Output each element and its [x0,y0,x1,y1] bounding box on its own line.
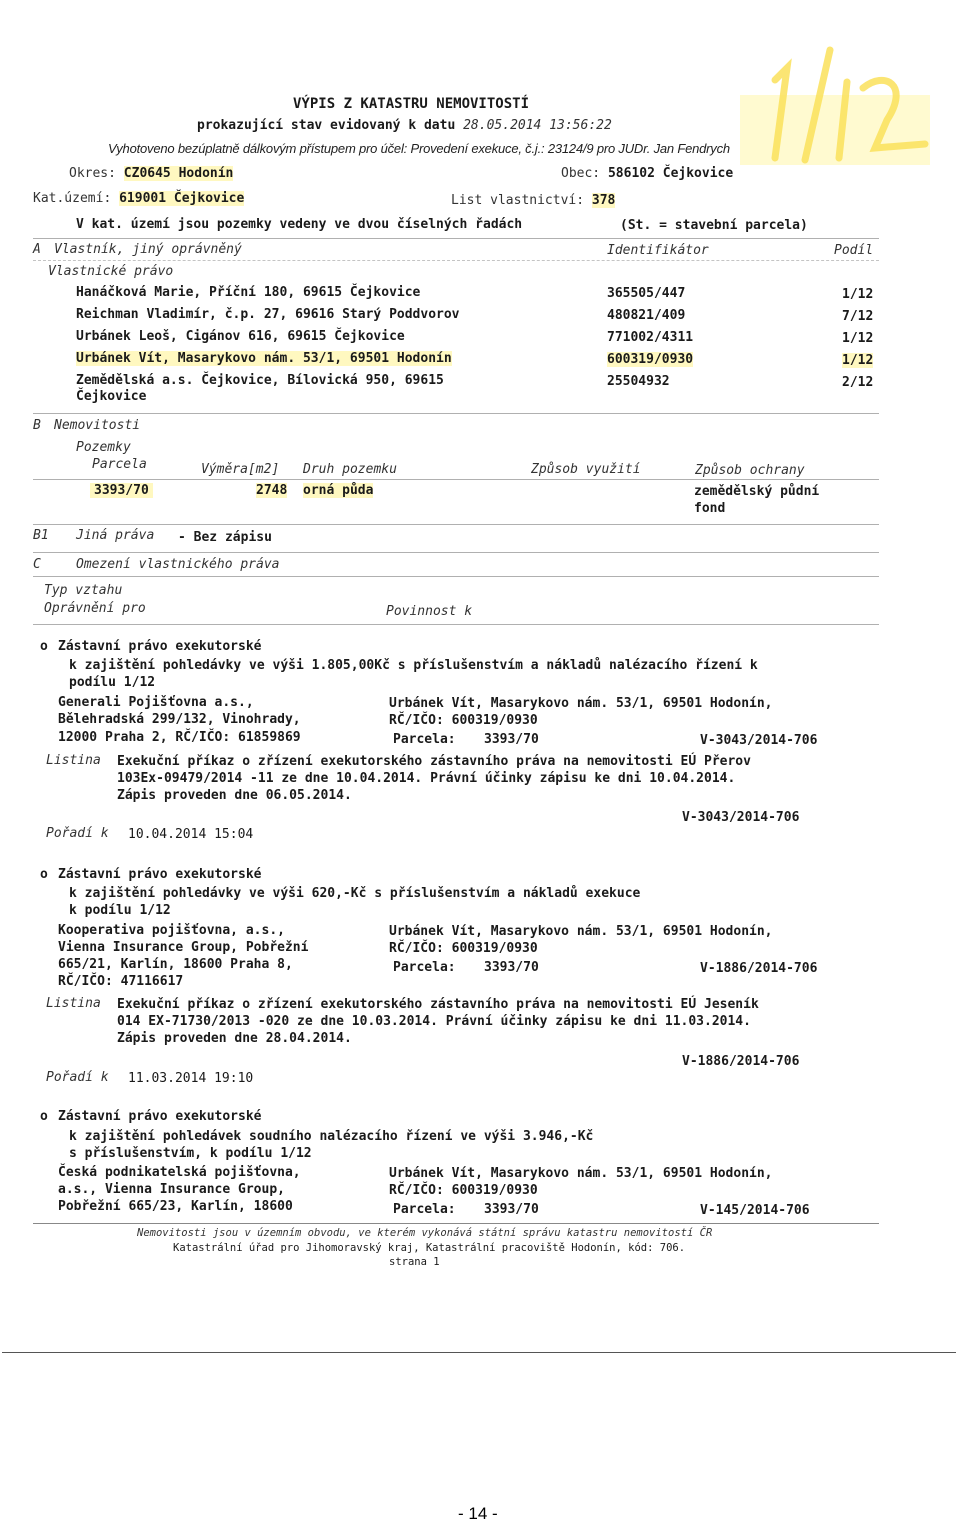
entry-description-continued: podílu 1/12 [69,675,156,690]
poradi-value: 10.04.2014 15:04 [128,827,254,842]
entry-title: Zástavní právo exekutorské [58,867,262,882]
ownership-subtitle: Vlastnické právo [48,264,174,279]
entry-reference: V-145/2014-706 [700,1203,810,1218]
parcel-number: 3393/70 [90,483,153,498]
owner-share: 7/12 [842,309,874,324]
creditor-line: Generali Pojišťovna a.s., [58,695,254,710]
ku-value: 619001 Čejkovice [119,191,245,206]
section-c-label: C [33,557,41,572]
parcela-value: 3393/70 [484,1202,539,1217]
owner-share: 1/12 [842,287,874,302]
poradi-label: Pořadí k [46,1070,109,1085]
owner-share: 2/12 [842,375,874,390]
owner-id: 600319/0930 [607,352,694,367]
okres-row [69,166,233,181]
obec-row [561,166,733,181]
col-druh: Druh pozemku [303,462,397,477]
owner-id: 480821/409 [607,308,686,323]
entry-title: Zástavní právo exekutorské [58,639,262,654]
owner-share: 1/12 [842,331,874,346]
section-a-label: A [33,242,41,257]
page-indicator: strana 1 [389,1256,440,1268]
page-number: - 14 - [458,1504,498,1523]
creditor-line: Česká podnikatelská pojišťovna, [58,1165,301,1180]
parcel-protection: zemědělský půdní [694,484,820,499]
numbering-note: V kat. území jsou pozemky vedeny ve dvou číselných řadách [76,217,523,232]
debtor-line: RČ/IČO: 600319/0930 [389,1183,538,1198]
owner-name: Hanáčková Marie, Příční 180, 69615 Čejkovice [76,285,421,300]
lv-row [451,193,615,208]
footer-line: Nemovitosti jsou v územním obvodu, ve kterém vykonává státní správu katastru nemovitostí ČR [137,1227,713,1239]
owner-id: 771002/4311 [607,330,694,345]
obec-label: Obec: [561,166,601,181]
listina-line: Zápis proveden dne 06.05.2014. [117,788,352,803]
owner-name: Urbánek Vít, Masarykovo nám. 53/1, 69501 Hodonín [76,351,452,366]
document-title: VÝPIS Z KATASTRU NEMOVITOSTÍ [293,96,530,112]
ku-label: Kat.území: [33,191,112,206]
owner-name: Zemědělská a.s. Čejkovice, Bílovická 950, 69615 [76,373,444,388]
handwritten-stamp [735,40,935,170]
footer-line: Katastrální úřad pro Jihomoravský kraj, Katastrální pracoviště Hodonín, kód: 706. [173,1242,686,1254]
creditor-line: Bělehradská 299/132, Vinohrady, [58,712,301,727]
parcela-label: Parcela: [393,1202,456,1217]
debtor-line: RČ/IČO: 600319/0930 [389,713,538,728]
listina-line: Zápis proveden dne 28.04.2014. [117,1031,352,1046]
creditor-line: Pobřežní 665/23, Karlín, 18600 [58,1199,293,1214]
lv-label: List vlastnictví: [451,193,585,208]
creditor-line: 12000 Praha 2, RČ/IČO: 61859869 [58,730,301,745]
poradi-value: 11.03.2014 19:10 [128,1071,254,1086]
lv-value: 378 [591,193,616,208]
listina-line: Exekuční příkaz o zřízení exekutorského zástavního práva na nemovitosti EÚ Jeseník [117,997,759,1012]
debtor-line: RČ/IČO: 600319/0930 [389,941,538,956]
parcela-value: 3393/70 [484,732,539,747]
creditor-line: 665/21, Karlín, 18600 Praha 8, [58,957,293,972]
owner-id: 365505/447 [607,286,686,301]
debtor-line: Urbánek Vít, Masarykovo nám. 53/1, 69501 Hodonín, [389,1166,773,1181]
owner-share: 1/12 [842,353,874,368]
section-a-title: Vlastník, jiný oprávněný [54,242,242,257]
parcel-kind: orná půda [303,483,374,498]
entry-reference: V-1886/2014-706 [682,1054,800,1069]
debtor-line: Urbánek Vít, Masarykovo nám. 53/1, 69501 Hodonín, [389,696,773,711]
creditor-line: Kooperativa pojišťovna, a.s., [58,923,285,938]
parcel-protection-continued: fond [694,501,726,516]
pozemky-subtitle: Pozemky [76,440,131,455]
entry-description: k zajištění pohledávky ve výši 620,-Kč s příslušenstvím a nákladů exekuce [69,886,641,901]
obec-value: 586102 Čejkovice [607,166,734,181]
listina-line: 014 EX-71730/2013 -020 ze dne 10.03.2014. Právní účinky zápisu ke dni 11.03.2014. [117,1014,751,1029]
section-b-title: Nemovitosti [54,418,141,433]
col-povinnost: Povinnost k [386,604,473,619]
subtitle-prefix: prokazující stav evidovaný k datu [197,118,456,133]
section-b1-value: - Bez zápisu [178,530,272,545]
owner-id: 25504932 [607,374,670,389]
col-podil: Podíl [834,243,874,258]
section-b1-label: B1 [33,528,49,543]
issued-by-line: Vyhotoveno bezúplatně dálkovým přístupem pro účel: Provedení exekuce, č.j.: 23124/9 pro JUDr. Jan Fendrych [108,141,730,156]
col-vyuziti: Způsob využití [531,462,641,477]
parcela-label: Parcela: [393,960,456,975]
parcela-value: 3393/70 [484,960,539,975]
bullet-icon: o [40,867,48,882]
listina-line: 103Ex-09479/2014 -11 ze dne 10.04.2014. Právní účinky zápisu ke dni 10.04.2014. [117,771,736,786]
parcela-label: Parcela: [393,732,456,747]
poradi-label: Pořadí k [46,826,109,841]
section-b1-title: Jiná práva [76,528,155,543]
entry-description-continued: s příslušenstvím, k podílu 1/12 [69,1146,312,1161]
col-typ-vztahu: Typ vztahu [44,583,123,598]
col-opravneni: Oprávnění pro [44,601,146,616]
okres-value: CZ0645 Hodonín [123,166,234,181]
owner-name: Reichman Vladimír, č.p. 27, 69616 Starý Poddvorov [76,307,460,322]
entry-reference: V-3043/2014-706 [682,810,800,825]
numbering-note-legend: (St. = stavební parcela) [620,218,808,233]
entry-reference: V-1886/2014-706 [700,961,818,976]
col-ochrana: Způsob ochrany [695,463,805,478]
debtor-line: Urbánek Vít, Masarykovo nám. 53/1, 69501 Hodonín, [389,924,773,939]
entry-description-continued: k podílu 1/12 [69,903,171,918]
section-b-label: B [33,418,41,433]
ku-row [33,191,244,206]
owner-name: Urbánek Leoš, Cigánov 616, 69615 Čejkovice [76,329,405,344]
creditor-line: RČ/IČO: 47116617 [58,974,184,989]
owner-name-continued: Čejkovice [76,389,147,404]
creditor-line: a.s., Vienna Insurance Group, [58,1182,285,1197]
listina-label: Listina [46,996,101,1011]
section-c-title: Omezení vlastnického práva [76,557,280,572]
extract-datetime: 28.05.2014 13:56:22 [463,118,612,133]
col-identifikator: Identifikátor [607,243,709,258]
parcel-area: 2748 [256,483,288,498]
entry-reference: V-3043/2014-706 [700,733,818,748]
col-vymera: Výměra[m2] [201,462,280,477]
entry-description: k zajištění pohledávek soudního nalézacího řízení ve výši 3.946,-Kč [69,1129,594,1144]
listina-line: Exekuční příkaz o zřízení exekutorského zástavního práva na nemovitosti EÚ Přerov [117,754,751,769]
okres-label: Okres: [69,166,116,181]
creditor-line: Vienna Insurance Group, Pobřežní [58,940,309,955]
entry-description: k zajištění pohledávky ve výši 1.805,00Kč s příslušenstvím a nákladů nalézacího řízení k [69,658,758,673]
entry-title: Zástavní právo exekutorské [58,1109,262,1124]
listina-label: Listina [46,753,101,768]
bullet-icon: o [40,639,48,654]
document-subtitle [197,118,612,133]
col-parcela: Parcela [92,457,147,472]
bullet-icon: o [40,1109,48,1124]
